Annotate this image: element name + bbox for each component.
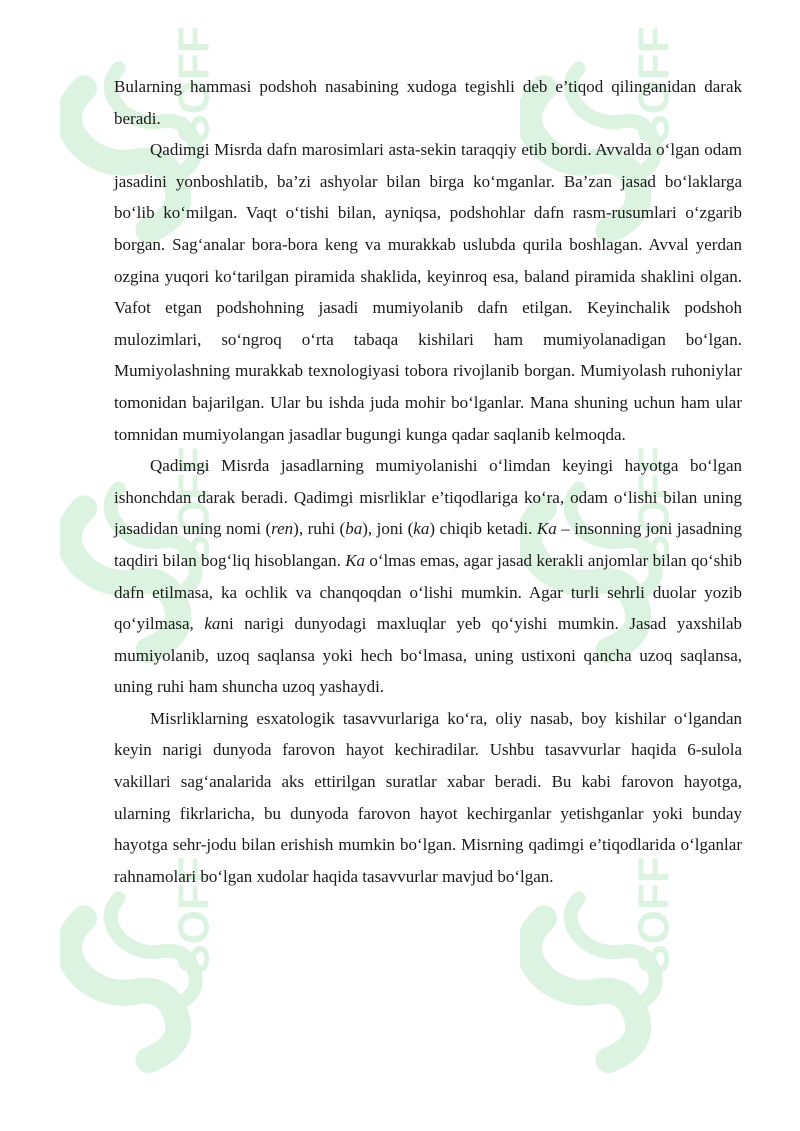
italic-term: ka	[204, 614, 221, 634]
italic-term: ba	[345, 519, 363, 539]
text-run: ni narigi dunyodagi maxluqlar yeb qo‘yishi mumkin. Jasad yaxshilab mumiyolanib, uzoq saqlansa yoki hech bo‘lmasa, uning ustixoni qancha uzoq saqlansa, uning ruhi ham shuncha uzoq yashaydi.	[114, 614, 742, 697]
italic-term: ren	[271, 519, 294, 539]
paragraph	[114, 450, 742, 703]
text-run: ) chiqib ketadi.	[429, 519, 537, 539]
text-run: ), ruhi (	[293, 519, 346, 539]
text-run: – insonning joni jasadning taqdiri bilan bog‘liq hisoblangan.	[114, 519, 742, 570]
text-run: o‘lmas emas, agar jasad kerakli anjomlar bilan qo‘shib dafn etilmasa, ka ochlik va chanqoqdan o‘lishi mumkin. Agar turli sehrli duolar yozib qo‘yilmasa,	[114, 550, 742, 634]
text-run: Qadimgi Misrda dafn marosimlari asta-sekin taraqqiy etib bordi. Avvalda o‘lgan odam jasadini yonboshlatib, ba’zi ashyolar bilan birga ko‘mganlar. Ba’zan jasad bo‘laklarga bo‘lib ko‘milgan. Vaqt o‘tishi bilan, ayniqsa, podshohlar dafn rasm-rusumlari o‘zgarib borgan. Sag‘analar bora-bora keng va murakkab uslubda qurila boshlagan. Avval yerdan ozgina yuqori ko‘tarilgan piramida shaklida, keyinroq esa, baland piramida shaklini olgan. Vafot etgan podshohning jasadi mumiyolanib dafn etilgan. Keyinchalik podshoh mulozimlari, so‘ngroq o‘rta tabaqa kishilari ham mumiyolanadigan bo‘lgan. Mumiyolashning murakkab texnologiyasi tobora rivojlanib borgan. Mumiyolash ruhoniylar tomonidan bajarilgan. Ular bu ishda juda mohir bo‘lganlar. Mana shuning uchun ham ular tomnidan mumiyolangan jasadlar bugungi kunga qadar saqlanib kelmoqda.	[114, 140, 742, 444]
italic-term: ka	[413, 519, 430, 539]
paragraph	[114, 71, 742, 134]
paragraph	[114, 703, 742, 893]
paragraph	[114, 134, 742, 450]
italic-term: Ka	[345, 550, 366, 570]
document-page	[114, 71, 742, 892]
text-run: ), joni (	[362, 519, 414, 539]
italic-term: Ka	[536, 519, 557, 539]
text-run: Misrliklarning esxatologik tasavvurlariga ko‘ra, oliy nasab, boy kishilar o‘lgandan keyin narigi dunyoda farovon hayot kechiradilar. Ushbu tasavvurlar haqida 6-sulola vakillari sag‘analarida aks ettirilgan suratlar xabar beradi. Bu kabi farovon hayotga, ularning fikrlaricha, bu dunyoda farovon hayot kechirganlar yetishganlar yoki bunday hayotga sehr-jodu bilan erishish mumkin bo‘lgan. Misrning qadimgi e’tiqodlarida o‘lganlar rahnamolari bo‘lgan xudolar haqida tasavvurlar mavjud bo‘lgan.	[114, 708, 742, 886]
text-run: Bularning hammasi podshoh nasabining xudoga tegishli deb e’tiqod qilinganidan darak beradi.	[114, 77, 742, 128]
text-run: Qadimgi Misrda jasadlarning mumiyolanishi o‘limdan keyingi hayotga bo‘lgan ishonchdan darak beradi. Qadimgi misrliklar e’tiqodlariga ko‘ra, odam o‘lishi bilan uning jasadidan uning nomi (	[114, 456, 742, 539]
